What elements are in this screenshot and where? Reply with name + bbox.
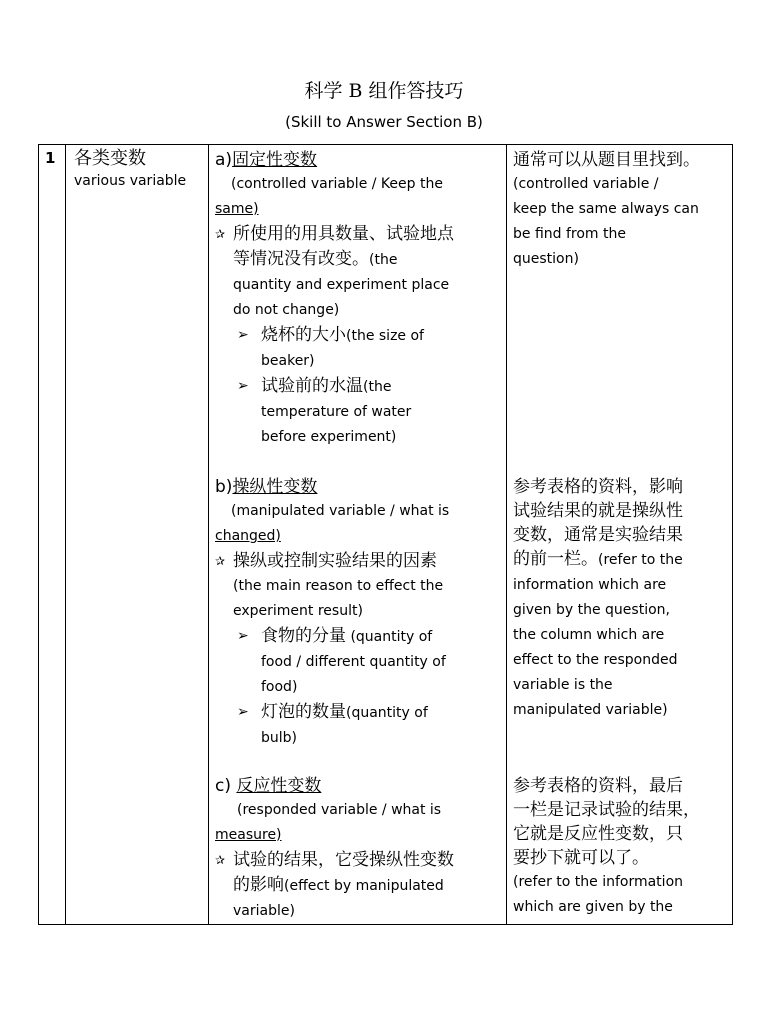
- section-c-label: c): [215, 776, 231, 796]
- arrow-bullet-icon: ➢: [237, 378, 249, 394]
- section-b-label: b): [215, 477, 233, 497]
- section-a-heading: 固定性变数: [232, 150, 318, 170]
- section-b-heading-en: (manipulated variable / what is: [231, 503, 450, 519]
- section-a-note-en-3: be find from the: [513, 226, 626, 242]
- section-b-note: [507, 472, 733, 771]
- section-a-bullet-1-en-2: beaker): [261, 353, 315, 369]
- section-b-bullet-1-en-2: food / different quantity of: [261, 654, 446, 670]
- skills-table: [38, 144, 733, 925]
- section-c-point-en-1: (effect by manipulated: [284, 878, 444, 894]
- section-a-bullet-2-en: (the: [363, 379, 392, 395]
- section-c-heading: 反应性变数: [236, 776, 322, 796]
- section-c-point-en-2: variable): [233, 903, 295, 919]
- section-a-point-en-3: do not change): [233, 302, 340, 318]
- page-title: 科学 B 组作答技巧: [304, 80, 464, 102]
- arrow-bullet-icon: ➢: [237, 628, 249, 644]
- section-a-bullet-2-en-2: temperature of water: [261, 404, 412, 420]
- section-c-heading-en: (responded variable / what is: [237, 802, 442, 818]
- section-b-bullet-1-en: (quantity of: [346, 629, 433, 645]
- section-b-note-en-6: variable is the: [513, 677, 613, 693]
- section-b-note-en-1: (refer to the: [598, 552, 683, 568]
- section-c-note: [507, 771, 733, 925]
- section-b-point-en-1: (the main reason to effect the: [233, 578, 444, 594]
- section-b-heading: 操纵性变数: [232, 477, 318, 497]
- section-a-note: [507, 145, 733, 473]
- section-a-heading-en: (controlled variable / Keep the: [231, 176, 443, 192]
- section-c-content: [209, 771, 507, 925]
- section-b-note-en-3: given by the question,: [513, 602, 670, 618]
- section-c-note-cn-2: 一栏是记录试验的结果，: [513, 800, 700, 820]
- section-a-bullet-1-en: (the size of: [346, 328, 424, 344]
- section-b-point-en-2: experiment result): [233, 603, 363, 619]
- section-b-note-en-4: the column which are: [513, 627, 665, 643]
- section-c-note-cn-4: 要抄下就可以了。: [513, 848, 649, 868]
- section-a-note-en-4: question): [513, 251, 579, 267]
- section-b-note-en-2: information which are: [513, 577, 667, 593]
- section-a-point-en-1: (the: [369, 252, 398, 268]
- section-a-bullet-2-en-3: before experiment): [261, 429, 397, 445]
- row-number: 1: [39, 145, 66, 925]
- section-a-bullet-2-cn: 试验前的水温: [261, 376, 363, 396]
- table-row-a: [39, 145, 733, 473]
- section-a-note-cn: 通常可以从题目里找到。: [513, 150, 700, 170]
- section-b-bullet-1-en-3: food): [261, 679, 298, 695]
- category-cell: [66, 145, 209, 925]
- section-a-content: [209, 145, 507, 473]
- section-b-bullet-1-cn: 食物的分量: [261, 626, 346, 646]
- section-c-note-cn-3: 它就是反应性变数，只: [513, 824, 683, 844]
- section-a-note-en-1: (controlled variable /: [513, 176, 659, 192]
- section-b-note-cn-3: 变数，通常是实验结果: [513, 525, 683, 545]
- section-b-note-en-5: effect to the responded: [513, 652, 678, 668]
- section-b-bullet-2-cn: 灯泡的数量: [261, 702, 346, 722]
- section-b-content: [209, 472, 507, 771]
- section-a-label: a): [215, 150, 233, 170]
- section-b-note-cn-2: 试验结果的就是操纵性: [513, 501, 683, 521]
- section-a-point-en-2: quantity and experiment place: [233, 277, 450, 293]
- section-c-point-cn-1: 试验的结果，它受操纵性变数: [233, 850, 454, 870]
- section-a-bullet-1-cn: 烧杯的大小: [261, 325, 346, 345]
- category-en: various variable: [74, 173, 187, 189]
- section-a-heading-en-2: same): [215, 201, 259, 217]
- section-c-note-cn-1: 参考表格的资料，最后: [513, 776, 683, 796]
- section-b-bullet-2-en-2: bulb): [261, 730, 297, 746]
- category-cn: 各类变数: [74, 148, 146, 169]
- page-subtitle: (Skill to Answer Section B): [285, 113, 483, 131]
- section-b-note-cn-1: 参考表格的资料，影响: [513, 477, 683, 497]
- section-b-point-cn: 操纵或控制实验结果的因素: [233, 551, 437, 571]
- section-c-note-en-1: (refer to the information: [513, 874, 684, 890]
- section-c-note-en-2: which are given by the: [513, 899, 673, 915]
- section-a-point-cn-2: 等情况没有改变。: [233, 249, 369, 269]
- star-outline-icon: ✰: [215, 227, 226, 241]
- arrow-bullet-icon: ➢: [237, 327, 249, 343]
- section-c-heading-en-2: measure): [215, 827, 282, 843]
- section-b-note-en-7: manipulated variable): [513, 702, 668, 718]
- section-a-note-en-2: keep the same always can: [513, 201, 699, 217]
- star-outline-icon: ✰: [215, 554, 226, 568]
- star-outline-icon: ✰: [215, 853, 226, 867]
- arrow-bullet-icon: ➢: [237, 704, 249, 720]
- section-b-note-cn-4: 的前一栏。: [513, 549, 598, 569]
- section-b-heading-en-2: changed): [215, 528, 281, 544]
- section-c-point-cn-2: 的影响: [233, 875, 284, 895]
- section-b-bullet-2-en: (quantity of: [346, 705, 428, 721]
- section-a-point-cn-1: 所使用的用具数量、试验地点: [233, 224, 454, 244]
